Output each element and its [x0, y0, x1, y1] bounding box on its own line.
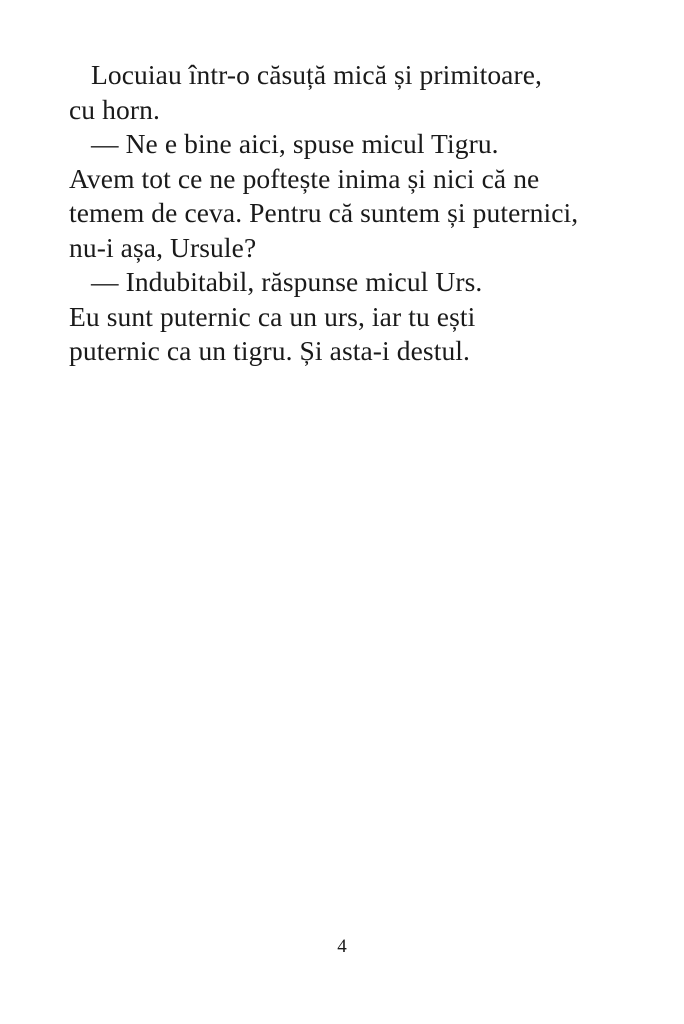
text-line: — Indubitabil, răspunse micul Urs. — [91, 266, 483, 297]
text-line: Locuiau într-o căsuță mică și primitoare, — [91, 59, 543, 90]
text-line: Eu sunt puternic ca un urs, iar tu ești — [69, 300, 476, 332]
text-line: nu-i așa, Ursule? — [69, 231, 257, 263]
text-line: temem de ceva. Pentru că suntem și puternici, — [69, 197, 579, 228]
page-number: 4 — [337, 936, 347, 957]
text-line: puternic ca un tigru. Și asta-i destul. — [69, 335, 471, 366]
text-line: Avem tot ce ne poftește inima și nici că ne — [69, 162, 540, 194]
text-line: — Ne e bine aici, spuse micul Tigru. — [91, 128, 499, 159]
text-line: cu horn. — [69, 93, 160, 125]
body-text — [69, 58, 629, 369]
